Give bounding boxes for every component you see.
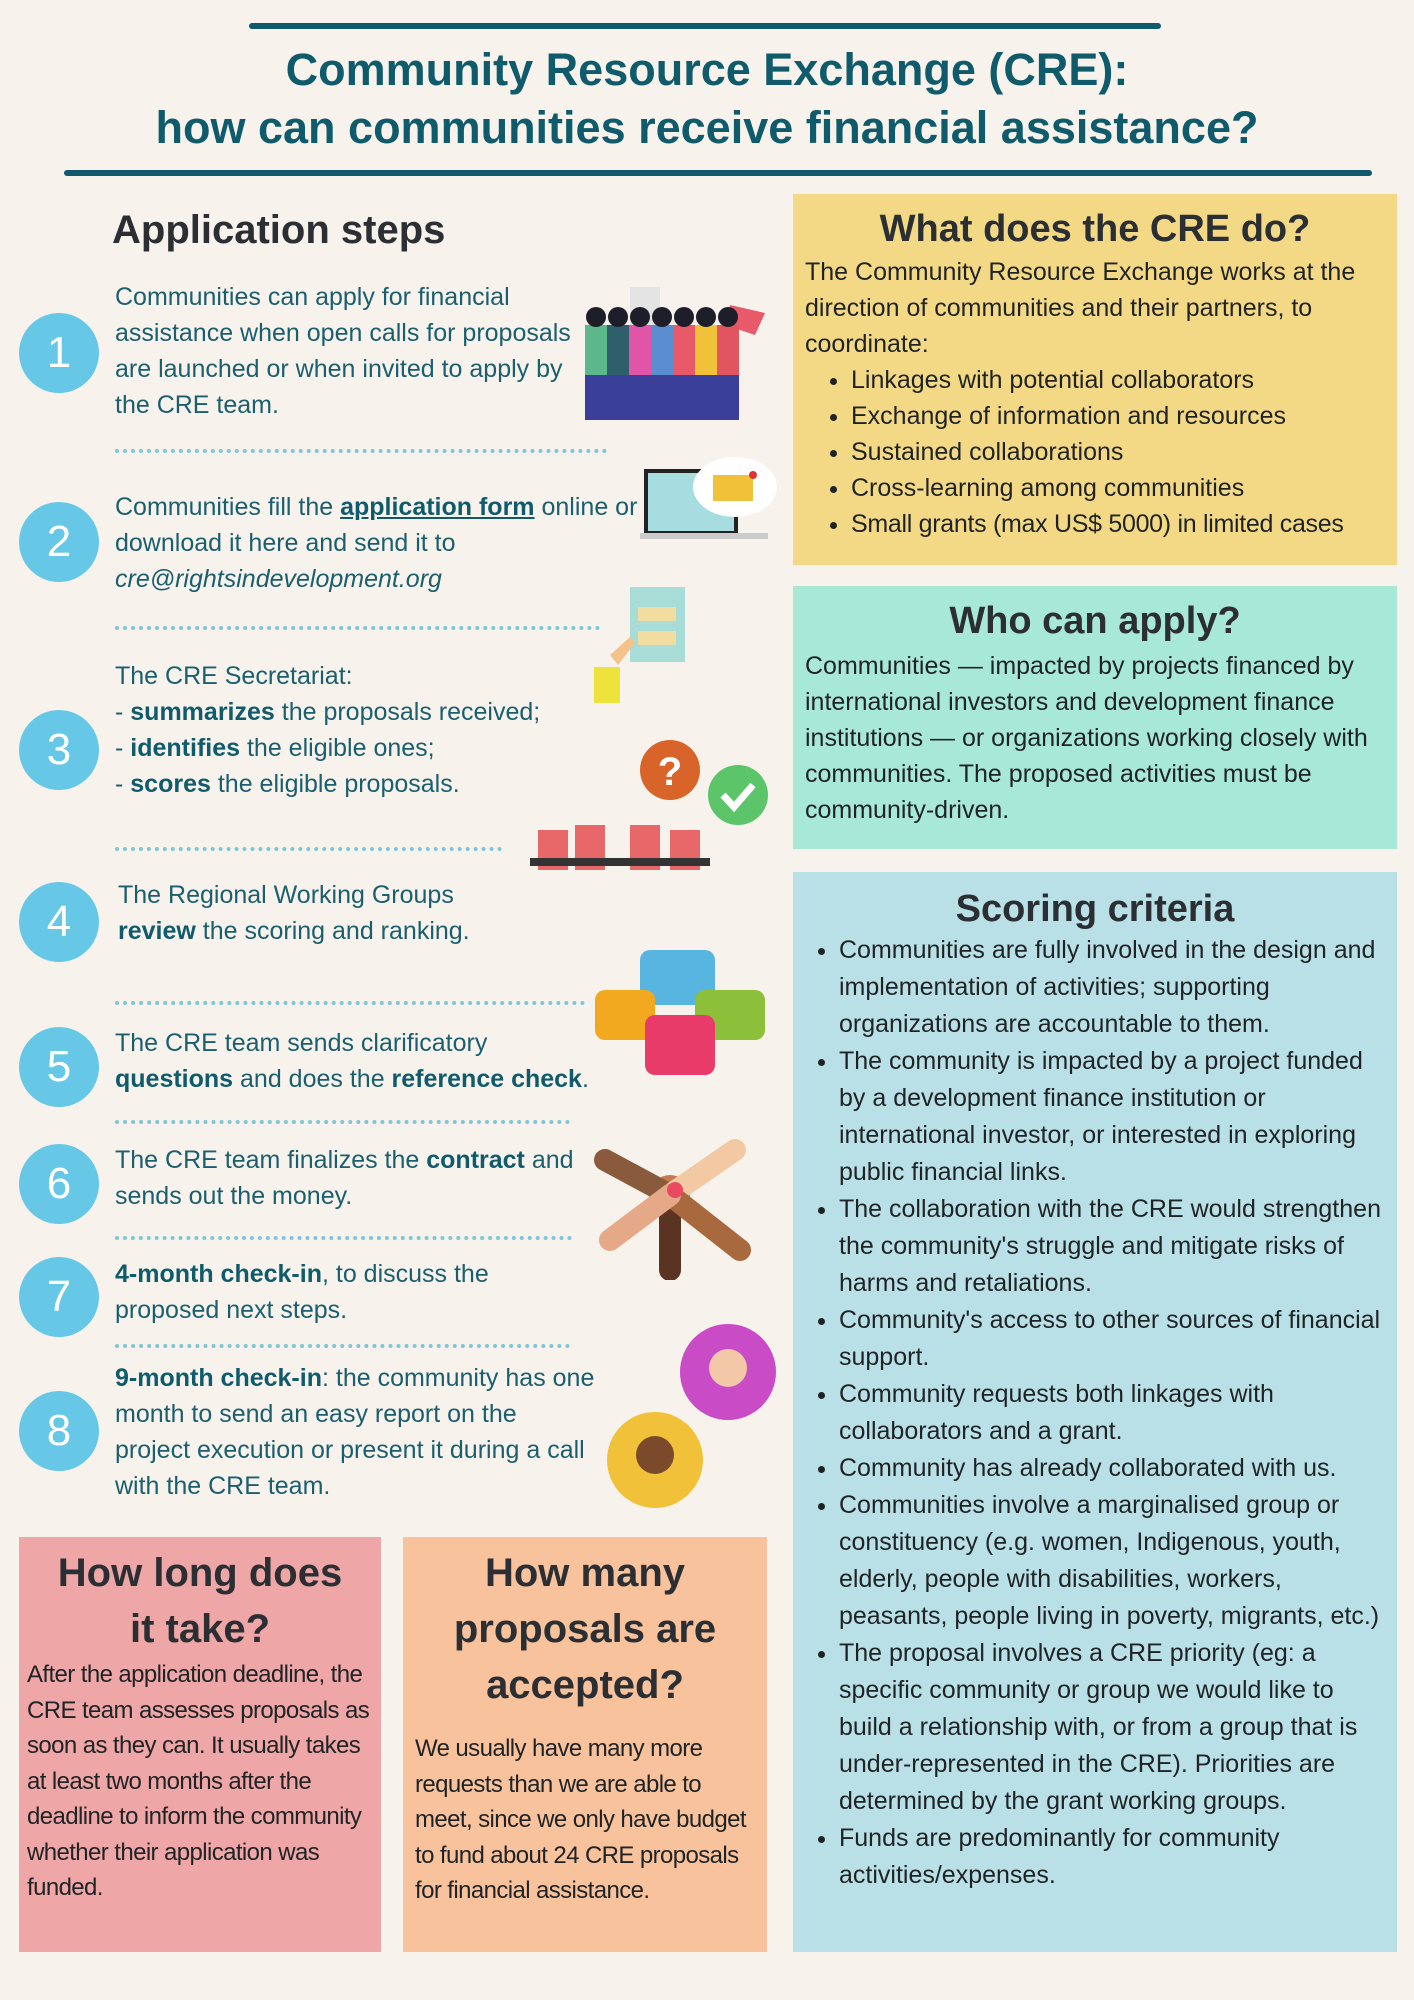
what-cre-does-box bbox=[793, 194, 1397, 565]
bottom-rule bbox=[64, 170, 1372, 176]
what-item: • Linkages with potential collaborators bbox=[851, 362, 1385, 398]
step-2-post: online or download it here and send it to bbox=[115, 493, 638, 557]
divider bbox=[115, 1120, 570, 1124]
what-item: • Small grants (max US$ 5000) in limited cases bbox=[851, 506, 1385, 542]
step-number-6: 6 bbox=[19, 1144, 99, 1224]
scoring-list bbox=[805, 932, 1385, 1894]
scoring-item: • Community's access to other sources of financial support. bbox=[839, 1302, 1385, 1376]
how-many-box bbox=[403, 1537, 767, 1952]
checklist-illustration bbox=[590, 585, 700, 720]
scoring-item: • The proposal involves a CRE priority (eg: a specific community or group we would like to build a relationship with, or from a group that is under-represented in the CRE). Priorities are determined by the grant working groups. bbox=[839, 1635, 1385, 1820]
step-4-text: The Regional Working Groups review the scoring and ranking. bbox=[118, 881, 470, 945]
application-form-link[interactable]: application form bbox=[340, 493, 535, 521]
divider bbox=[115, 1001, 585, 1005]
step-7-text: 4-month check-in, to discuss the proposed next steps. bbox=[115, 1260, 489, 1324]
step-3-item: - summarizes the proposals received; bbox=[115, 698, 541, 726]
divider bbox=[115, 1236, 572, 1240]
page-title-line1: Community Resource Exchange (CRE): bbox=[285, 44, 1129, 95]
what-item: • Exchange of information and resources bbox=[851, 398, 1385, 434]
divider bbox=[115, 449, 607, 453]
step-number-2: 2 bbox=[19, 502, 99, 582]
what-heading: What does the CRE do? bbox=[879, 208, 1311, 250]
divider bbox=[115, 847, 502, 851]
who-can-apply-box bbox=[793, 586, 1397, 849]
question-bubbles-illustration bbox=[590, 945, 780, 1085]
who-heading: Who can apply? bbox=[949, 600, 1241, 642]
scoring-item: • Community has already collaborated with us. bbox=[839, 1450, 1385, 1487]
who-text: Communities — impacted by projects financed by international investors and development finance institutions — or organizations working closely with communities. The proposed activities must be community-driven. bbox=[805, 652, 1368, 824]
scoring-item: • Communities involve a marginalised group or constituency (e.g. women, Indigenous, youth, elderly, people with disabilities, workers, peasants, people living in poverty, migrants, etc.) bbox=[839, 1487, 1385, 1635]
step-1-text: Communities can apply for financial assistance when open calls for proposals are launched or when invited to apply by the CRE team. bbox=[115, 283, 571, 419]
steps-heading: Application steps bbox=[112, 208, 446, 252]
how-long-text: After the application deadline, the CRE team assesses proposals as soon as they can. It usually takes at least two months after the deadline to inform the community whether their application was funded. bbox=[27, 1661, 370, 1901]
top-rule bbox=[249, 23, 1161, 29]
what-intro: The Community Resource Exchange works at the direction of communities and their partners, to coordinate: bbox=[805, 258, 1356, 358]
how-many-heading: How many proposals are accepted? bbox=[453, 1551, 717, 1707]
step-2-text bbox=[115, 489, 675, 597]
laptop-email-illustration bbox=[640, 455, 780, 555]
scoring-item: • The collaboration with the CRE would strengthen the community's struggle and mitigate risks of harms and retaliations. bbox=[839, 1191, 1385, 1302]
step-number-1: 1 bbox=[19, 313, 99, 393]
video-call-illustration bbox=[600, 1320, 780, 1520]
step-6-text: The CRE team finalizes the contract and sends out the money. bbox=[115, 1146, 574, 1210]
what-item: • Cross-learning among communities bbox=[851, 470, 1385, 506]
divider bbox=[115, 1344, 570, 1348]
step-3-item: - identifies the eligible ones; bbox=[115, 734, 435, 762]
step-number-3: 3 bbox=[19, 710, 99, 790]
email-address[interactable]: cre@rightsindevelopment.org bbox=[115, 565, 442, 593]
step-number-7: 7 bbox=[19, 1257, 99, 1337]
how-long-box bbox=[19, 1537, 381, 1952]
scoring-item: • The community is impacted by a project funded by a development finance institution or international investor, or interested in exploring public financial links. bbox=[839, 1043, 1385, 1191]
step-number-5: 5 bbox=[19, 1027, 99, 1107]
scoring-item: • Funds are predominantly for community activities/expenses. bbox=[839, 1820, 1385, 1894]
step-number-4: 4 bbox=[19, 882, 99, 962]
scoring-heading: Scoring criteria bbox=[955, 888, 1235, 930]
how-many-text: We usually have many more requests than we are able to meet, since we only have budget to fund about 24 CRE proposals for financial assistance. bbox=[415, 1735, 746, 1904]
step-3-item: - scores the eligible proposals. bbox=[115, 770, 460, 798]
scoring-item: • Communities are fully involved in the design and implementation of activities; supporting organizations are accountable to them. bbox=[839, 932, 1385, 1043]
hands-together-illustration bbox=[585, 1110, 755, 1280]
step-8-text: 9-month check-in: the community has one month to send an easy report on the project execution or present it during a call with the CRE team. bbox=[115, 1364, 595, 1500]
scoring-item: • Community requests both linkages with collaborators and a grant. bbox=[839, 1376, 1385, 1450]
team-meeting-illustration bbox=[520, 730, 775, 905]
svg-text:?: ? bbox=[657, 750, 683, 794]
divider bbox=[115, 626, 600, 630]
step-3-intro: The CRE Secretariat: bbox=[115, 662, 353, 690]
crowd-illustration bbox=[575, 285, 775, 425]
step-2-pre: Communities fill the bbox=[115, 493, 341, 521]
what-item: • Sustained collaborations bbox=[851, 434, 1385, 470]
how-long-heading: How long does it take? bbox=[57, 1551, 343, 1651]
scoring-criteria-box bbox=[793, 872, 1397, 1952]
what-list bbox=[805, 362, 1385, 542]
step-number-8: 8 bbox=[19, 1391, 99, 1471]
page-title-line2: how can communities receive financial assistance? bbox=[155, 102, 1259, 153]
step-5-text: The CRE team sends clarificatory questions and does the reference check. bbox=[115, 1029, 589, 1093]
